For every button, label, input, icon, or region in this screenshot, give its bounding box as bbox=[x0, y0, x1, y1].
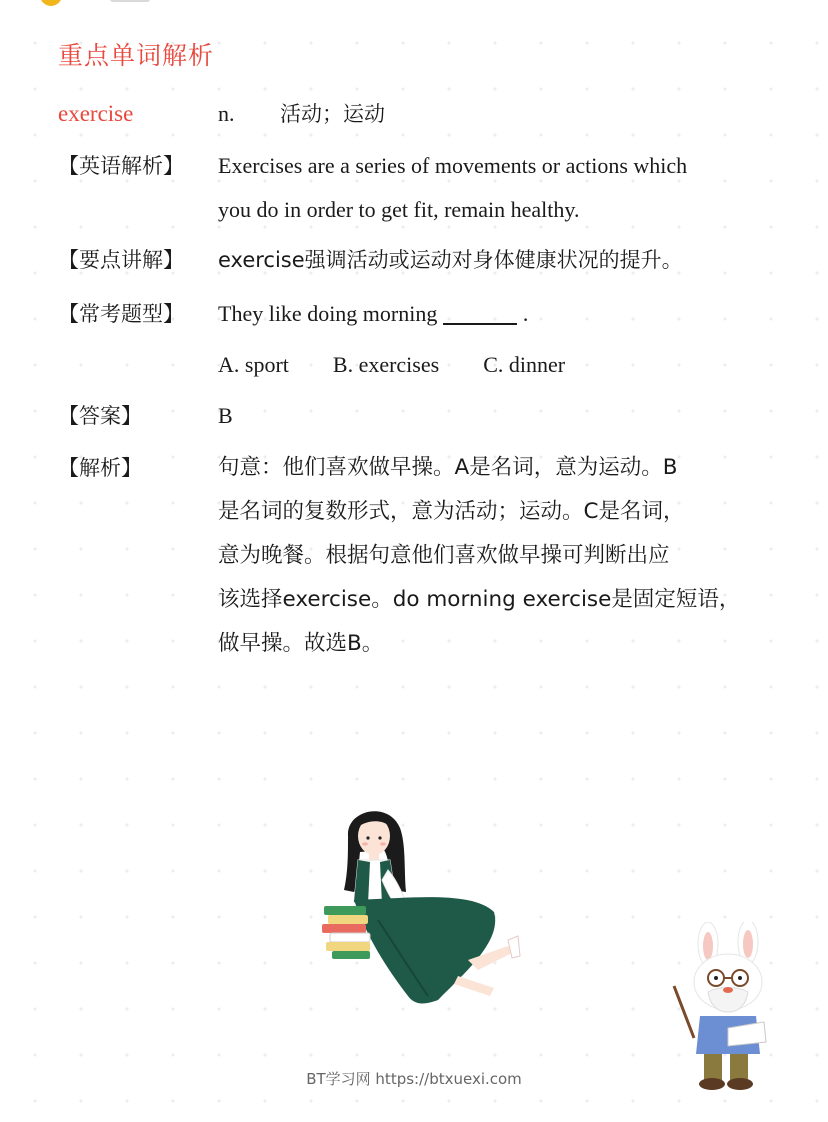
option-a: A. sport bbox=[218, 352, 289, 377]
girl-reading-books-illustration bbox=[318, 800, 528, 1012]
analysis-label: 【解析】 bbox=[58, 456, 142, 480]
english-explanation-line: you do in order to get fit, remain healthy. bbox=[218, 197, 580, 222]
keypoint-text: exercise强调活动或运动对身体健康状况的提升。 bbox=[218, 248, 683, 272]
analysis-line: 做早操。故选B。 bbox=[218, 631, 384, 656]
english-explanation-label: 【英语解析】 bbox=[58, 154, 184, 178]
analysis-line: 是名词的复数形式，意为活动；运动。C是名词， bbox=[218, 499, 685, 524]
top-decoration-bar bbox=[110, 0, 150, 2]
analysis-line: 该选择exercise。do morning exercise是固定短语， bbox=[218, 587, 741, 612]
question-text: They like doing morning bbox=[218, 301, 438, 326]
answer-label: 【答案】 bbox=[58, 404, 142, 428]
option-b: B. exercises bbox=[332, 352, 440, 377]
english-explanation-line: Exercises are a series of movements or actions which bbox=[218, 153, 688, 178]
top-decoration-icon bbox=[40, 0, 62, 6]
analysis-line: 句意：他们喜欢做早操。A是名词，意为运动。B bbox=[218, 455, 678, 480]
analysis-line: 意为晚餐。根据句意他们喜欢做早操可判断出应 bbox=[218, 543, 670, 568]
entry-word: exercise bbox=[58, 101, 134, 126]
keypoint-label: 【要点讲解】 bbox=[58, 248, 184, 272]
section-title: 重点单词解析 bbox=[58, 41, 215, 70]
footer-site-text: BT学习网 https://btxuexi.com bbox=[306, 1070, 522, 1088]
answer-value: B bbox=[218, 403, 233, 428]
answer-blank bbox=[443, 303, 517, 325]
question-end: . bbox=[522, 301, 529, 326]
part-of-speech: n. bbox=[218, 101, 235, 126]
question-label: 【常考题型】 bbox=[58, 302, 184, 326]
word-meaning: 活动；运动 bbox=[280, 102, 385, 126]
option-c: C. dinner bbox=[483, 352, 566, 377]
